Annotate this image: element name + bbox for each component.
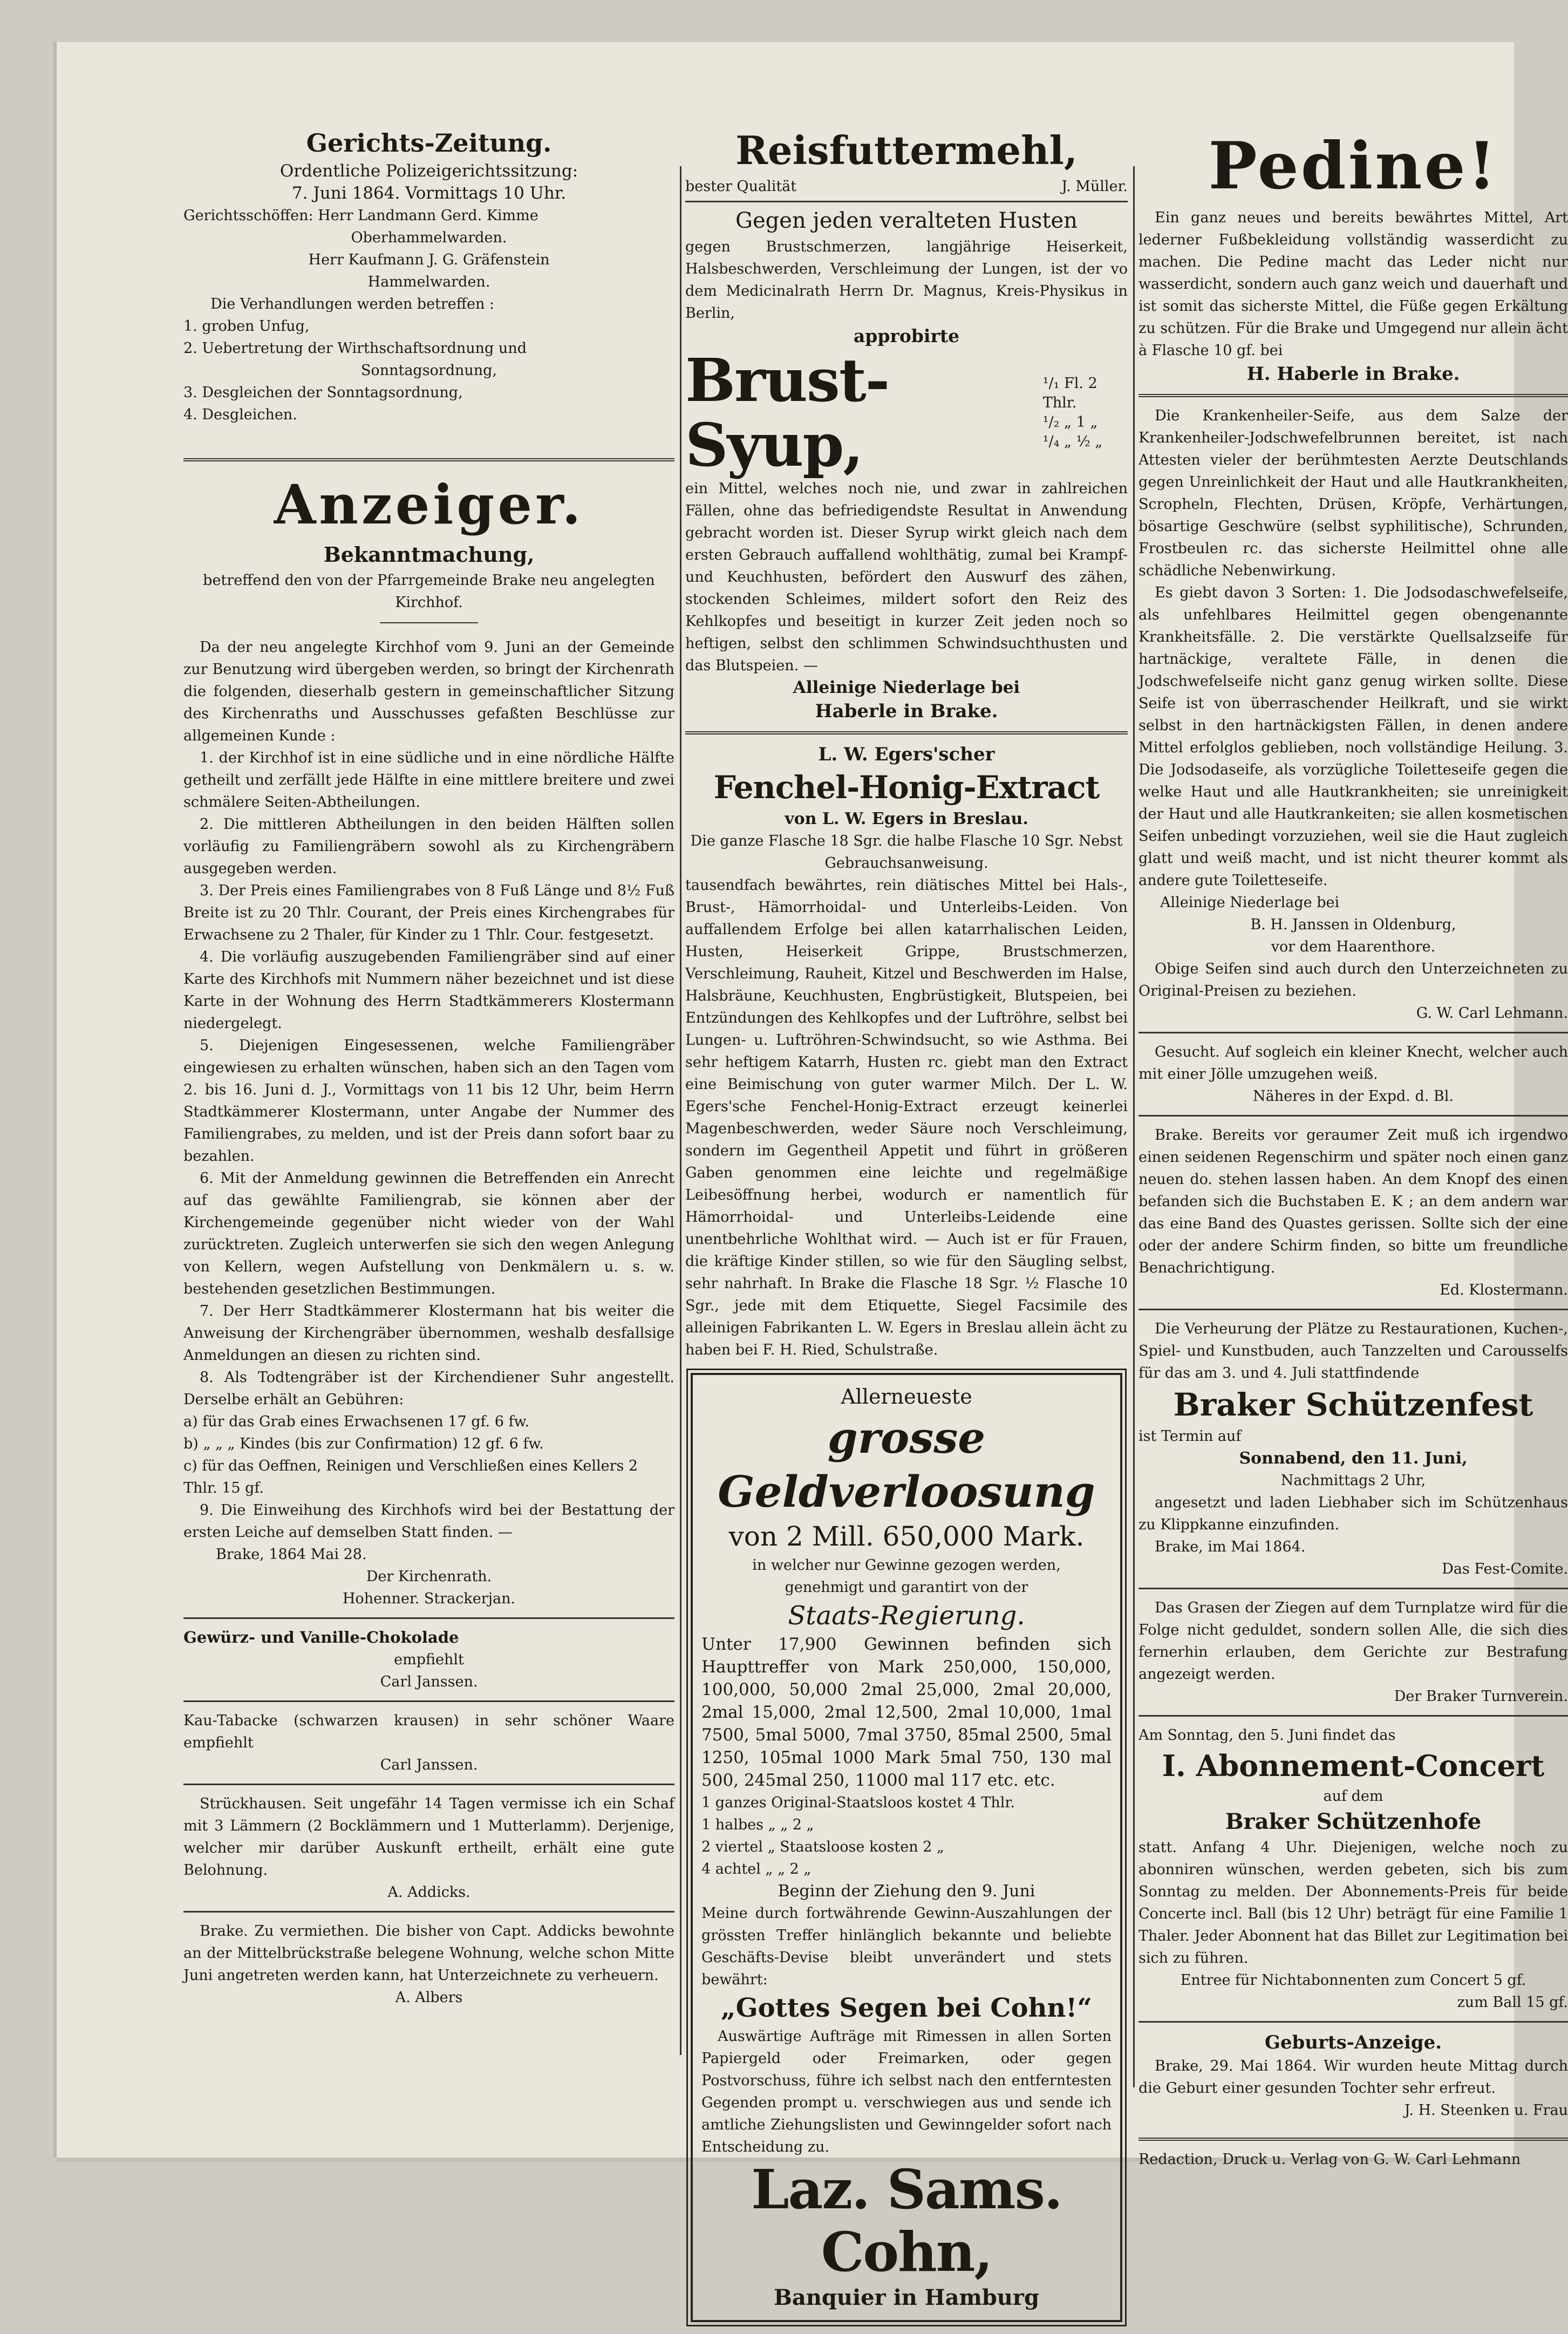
schuetz-title: Braker Schützenfest (1173, 1386, 1533, 1423)
section-divider (1138, 2021, 1568, 2023)
niederlage-name: Haberle in Brake. (815, 700, 998, 722)
konz-place: Braker Schützenhofe (1225, 1809, 1482, 1834)
bek-paragraph: 2. Die mittleren Abtheilungen in den beiden Hälften sollen vorläufig zu Familiengräbern sowohl als zu Kirchengräbern ausgegeben werden. (183, 816, 674, 877)
section-divider (183, 1784, 674, 1785)
lot-line: genehmigt und garantirt von der (785, 1579, 1028, 1596)
seife-nied: vor dem Haarenthore. (1271, 938, 1436, 955)
court-line: Herr Kaufmann J. G. Gräfenstein (308, 251, 550, 268)
konz-price: Entree für Nichtabonnenten zum Concert 5 gf. (1180, 1972, 1526, 1989)
bek-paragraph: 7. Der Herr Stadtkämmerer Klostermann hat bis weiter die Anweisung der Kirchengräber übernommen, weshalb desfallsige Anmeldungen an diesen zu richten sind. (183, 1303, 674, 1364)
ziegen-sig: Der Braker Turnverein. (1394, 1688, 1568, 1705)
section-divider (685, 201, 1128, 202)
choc-line: empfiehlt (394, 1651, 464, 1668)
section-divider (1138, 1588, 1568, 1589)
struck-text: Strückhausen. Seit ungefähr 14 Tagen vermisse ich ein Schaf mit 3 Lämmern (2 Bocklämmern und 1 Mutterlamm). Derjenige, welcher mir darüber Auskunft ertheilt, erhält eine gute Belohnung. (183, 1795, 674, 1879)
gesucht-note: Näheres in der Expd. d. Bl. (1253, 1088, 1454, 1105)
column-divider (680, 166, 681, 2055)
lottery-ad (691, 1373, 1122, 2322)
lot-motto: „Gottes Segen bei Cohn!“ (721, 1993, 1092, 2023)
lot-loos-line: 2 viertel „ Staatsloose kosten 2 „ (701, 1839, 944, 1855)
court-line: Die Verhandlungen werden betreffen : (210, 296, 495, 312)
seife-nied: Alleinige Niederlage bei (1160, 894, 1340, 911)
cohn-name: Laz. Sams. Cohn, (751, 2158, 1062, 2284)
section-divider (183, 1700, 674, 1702)
newspaper-page (57, 42, 1568, 2310)
imprint: Redaction, Druck u. Verlag von G. W. Carl Lehmann (1138, 2151, 1521, 2168)
price-line: ¹/₂ „ 1 „ (1042, 414, 1098, 431)
lot-loos-line: 1 halbes „ „ 2 „ (701, 1816, 814, 1833)
section-divider (1138, 2138, 1568, 2141)
court-line: Oberhammelwarden. (351, 229, 507, 246)
schuetz-place: Brake, im Mai 1864. (1155, 1539, 1306, 1555)
lot-prizes: Unter 17,900 Gewinnen befinden sich Haupttreffer von Mark 250,000, 150,000, 100,000, 50,000 2mal 25,000, 2mal 20,000, 2mal 15,000, 2mal 12,500, 2mal 10,000, 1mal 7500, 5mal 5000, 7mal 3750, 85mal 2500, 5mal 1250, 105mal 1000 Mark 5mal 750, 130 mal 500, 245mal 250, 11000 mal 117 etc. etc. (701, 1635, 1112, 1790)
court-line: 3. Desgleichen der Sonntagsordnung, (183, 384, 463, 401)
court-line: 1. groben Unfug, (183, 318, 310, 335)
section-divider (685, 731, 1128, 734)
court-subtitle: Ordentliche Polizeigerichtssitzung: (279, 161, 578, 181)
left-column (183, 126, 674, 2009)
section-divider (183, 1617, 674, 1619)
bek-paragraph: 4. Die vorläufig auszugebenden Familiengräber sind auf einer Karte des Kirchhofs mit Nummern näher bezeichnet und ist diese Karte in der Wohnung des Herrn Stadtkämmerers Klostermann niedergelegt. (183, 949, 674, 1032)
seife-sig: G. W. Carl Lehmann. (1416, 1005, 1568, 1022)
konz-title: I. Abonnement-Concert (1162, 1748, 1545, 1783)
section-divider (183, 1911, 674, 1913)
middle-column (685, 126, 1128, 2334)
fenchel-title: Fenchel-Honig-Extract (713, 769, 1100, 806)
reis-sub (685, 175, 1128, 198)
lot-staat: Staats-Regierung. (788, 1601, 1025, 1631)
geburt-title: Geburts-Anzeige. (1264, 2032, 1442, 2053)
lot-loos-line: 4 achtel „ „ 2 „ (701, 1861, 812, 1877)
seife-text: Es giebt davon 3 Sorten: 1. Die Jodsodaschwefelseife, als unfehlbares Heilmittel gegen obengenannte Krankheitsfälle. 2. Die verstärkte Quellsalzseife für hartnäckige, veraltete Fälle, in denen die Jodschwefelseife nicht ganz genug wirken sollte. Diese Seife ist von überraschender Heilkraft, und sie wirkt selbst in den hartnäckigsten Fällen, in denen andere Mittel erfolglos geblieben, noch vollständige Heilung. 3. Die Jodsodaseife, als vorzügliche Toiletteseife gegen die welke Haut und alle Hautkrankheiten; sie unreinigkeit der Haut und alle Hautkrankeiten; sie allen kosmetischen Seifen unbedingt vorzuziehen, weil sie die Haut zugleich glatt und weiß macht, und ist nicht theurer kommt als andere gute Toiletteseife. (1138, 584, 1568, 889)
niederlage-line: Alleinige Niederlage bei (793, 678, 1020, 697)
court-line: 2. Uebertretung der Wirthschaftsordnung und (183, 340, 527, 357)
bek-org: Der Kirchenrath. (366, 1568, 492, 1585)
geburt-text: Brake, 29. Mai 1864. Wir wurden heute Mittag durch die Geburt einer gesunden Tochter sehr erfreut. (1138, 2058, 1568, 2097)
bek-paragraph: 1. der Kirchhof ist in eine südliche und in eine nördliche Hälfte getheilt und zerfällt jede Hälfte in eine mittlere breitere und zwei schmälere Seiten-Abtheilungen. (183, 750, 674, 811)
reis-title: Reisfuttermehl, (735, 127, 1078, 173)
court-line: Gerichtsschöffen: Herr Landmann Gerd. Kimme (183, 207, 538, 224)
konz-price: zum Ball 15 gf. (1457, 1994, 1568, 2011)
bek-names: Hohenner. Strackerjan. (342, 1590, 516, 1607)
section-divider (1138, 1715, 1568, 1717)
egers-text: tausendfach bewährtes, rein diätisches Mittel bei Hals-, Brust-, Hämorrhoidal- und Unterleibs-Leiden. Von auffallendem Erfolge bei allen katarrhalischen Leiden, Husten, Heiserkeit Grippe, Brustschmerzen, Verschleimung, Rauheit, Kitzel und Beschwerden im Halse, Halsbräune, Keuchhusten, Engbrüstigkeit, Blutspeien, bei Entzündungen des Kehlkopfes und der Luftröhre, selbst bei Lungen- u. Luftröhren-Schwindsucht, so wie Asthma. Bei sehr heftigem Katarrh, Husten rc. giebt man den Extract eine Beimischung von guter warmer Milch. Der L. W. Egers'sche Fenchel-Honig-Extract erzeugt keinerlei Magenbeschwerden, weder Säure noch Verschleimung, sondern im Gegentheil Appetit und führt in größeren Gaben genommen eine leichte und regelmäßige Leibesöffnung herbei, wodurch er namentlich für Hämorrhoidal- und Unterleibs-Leidende eine unentbehrliche Wohlthat wird. — Auch ist er für Frauen, die kräftige Kinder stillen, so wie für den Säugling selbst, sehr nahrhaft. In Brake die Flasche 18 Sgr. ½ Flasche 10 Sgr., jede mit dem Etiquette, Siegel Facsimile des alleinigen Fabrikanten L. W. Egers in Breslau allein ächt zu haben bei F. H. Ried, Schulstraße. (685, 877, 1128, 1358)
struck-sig: A. Addicks. (387, 1884, 471, 1901)
lot-loos-line: 1 ganzes Original-Staatsloos kostet 4 Thlr. (701, 1794, 1015, 1811)
lot-text: Meine durch fortwährende Gewinn-Auszahlungen der grössten Treffer hinlänglich bekannte und beliebte Geschäfts-Devise bleibt unverändert und stets bewährt: (701, 1905, 1112, 1988)
schuetz-sig: Das Fest-Comite. (1442, 1561, 1568, 1577)
bek-paragraph: 3. Der Preis eines Familiengrabes von 8 Fuß Länge und 8½ Fuß Breite ist zu 20 Thlr. Courant, der Preis eines Kirchengrabes für Erwachsene zu 2 Thaler, für Kinder zu 1 Thlr. Cour. festgesetzt. (183, 882, 674, 943)
choc-title: Gewürz- und Vanille-Chokolade (183, 1628, 459, 1646)
section-divider (1138, 1032, 1568, 1033)
court-title: Gerichts-Zeitung. (306, 128, 552, 158)
husten-title: Gegen jeden veralteten Husten (735, 208, 1078, 233)
lot-title: grosse Geldverloosung (718, 1412, 1095, 1517)
court-line: 4. Desgleichen. (183, 406, 297, 423)
brust-syrup-title: Brust-Syup, (685, 345, 889, 480)
schirm-sig: Ed. Klostermann. (1440, 1282, 1568, 1298)
right-column (1138, 126, 1568, 2168)
bekanntmachung-title: Bekanntmachung, (323, 542, 535, 567)
egers-from: von L. W. Egers in Breslau. (785, 809, 1028, 828)
bek-paragraph: a) für das Grab eines Erwachsenen 17 gf. 6 fw. (183, 1413, 529, 1430)
court-line: Sonntagsordnung, (360, 362, 497, 379)
pedine-title: Pedine! (1208, 128, 1498, 204)
bek-paragraph: Da der neu angelegte Kirchhof vom 9. Juni an der Gemeinde zur Benutzung wird übergeben werden, so bringt der Kirchenrath die folgenden, dieserhalb gestern in gemeinschaftlicher Sitzung des Kirchenraths und Ausschusses gefaßten Beschlüsse zur allgemeinen Kunde : (183, 639, 674, 744)
pedine-text: Ein ganz neues und bereits bewährtes Mittel, Art lederner Fußbekleidung vollständig wasserdicht zu machen. Die Pedine macht das Leder nicht nur wasserdicht, sondern auch ganz weich und dauerhaft und ist somit das sicherste Mittel, die Füße gegen Erkältung zu schützen. Für die Brake und Umgegend nur allein ächt à Flasche 10 gf. bei (1138, 209, 1568, 359)
lot-begin: Beginn der Ziehung den 9. Juni (778, 1882, 1035, 1901)
column-divider (1133, 166, 1135, 2087)
short-divider (380, 622, 478, 623)
price-line: ¹/₄ „ ½ „ (1042, 433, 1103, 450)
kau-text: Kau-Tabacke (schwarzen krausen) in sehr schöner Waare empfiehlt (183, 1712, 674, 1751)
choc-sig: Carl Janssen. (380, 1673, 478, 1690)
egers-price: Die ganze Flasche 18 Sgr. die halbe Flasche 10 Sgr. Nebst Gebrauchsanweisung. (690, 833, 1123, 872)
reis-sub-left: bester Qualität (685, 178, 797, 195)
lot-head: Allerneueste (841, 1385, 972, 1408)
konz-line: Am Sonntag, den 5. Juni findet das (1138, 1727, 1396, 1744)
schuetz-date: Sonnabend, den 11. Juni, (1239, 1449, 1468, 1468)
bek-paragraph: b) „ „ „ Kindes (bis zur Confirmation) 12 gf. 6 fw. (183, 1435, 544, 1452)
bek-paragraph: 5. Diejenigen Eingesessenen, welche Familiengräber eingewiesen zu erhalten wünschen, haben sich an den Tagen vom 2. bis 16. Juni d. J., Vormittags von 11 bis 12 Uhr, beim Herrn Stadtkämmerer Klostermann, unter Angabe der Nummer des Familiengrabes, zu melden, und ist der Preis dann sofort baar zu bezahlen. (183, 1037, 674, 1165)
lot-amount: von 2 Mill. 650,000 Mark. (728, 1521, 1085, 1552)
schirm-text: Brake. Bereits vor geraumer Zeit muß ich irgendwo einen seidenen Regenschirm und später noch einen ganz neuen do. stehen lassen haben. An dem Knopf des einen befanden sich die Buchstaben E. K ; an dem andern war das eine Band des Quastes gerissen. Sollte sich der eine oder der andere Schirm finden, so bitte um freundliche Benachrichtigung. (1138, 1127, 1568, 1276)
price-table (1043, 374, 1128, 452)
husten-text: gegen Brustschmerzen, langjährige Heiserkeit, Halsbeschwerden, Verschleimung der Lungen, ist der vo dem Medicinalrath Herrn Dr. Magnus, Kreis-Physikus in Berlin, (685, 239, 1128, 322)
price-line: ¹/₁ Fl. 2 Thlr. (1042, 375, 1097, 411)
seife-nied: B. H. Janssen in Oldenburg, (1250, 916, 1456, 933)
brust-syrup-row (685, 345, 1128, 480)
brust-text: ein Mittel, welches noch nie, und zwar in zahlreichen Fällen, ohne das befriedigendste Resultat in Anwendung gebracht worden ist. Dieser Syrup wirkt gleich nach dem ersten Gebrauch auffallend wohlthätig, zumal bei Krampf- und Keuchhusten, befördert den Auswurf des zähen, stockenden Schleimes, mildert sofort den Reiz des Kehlkopfes und beseitigt in kurzer Zeit jeden noch so heftigen, selbst den schlimmen Schwindsuchthusten und das Blutspeien. — (685, 480, 1128, 674)
egers-head: L. W. Egers'scher (818, 744, 995, 765)
bek-paragraph: c) für das Oeffnen, Reinigen und Verschließen eines Kellers 2 Thlr. 15 gf. (183, 1458, 638, 1496)
kau-sig: Carl Janssen. (380, 1757, 478, 1773)
schuetz-text: Die Verheurung der Plätze zu Restaurationen, Kuchen-, Spiel- und Kunstbuden, auch Tanzzelten und Carousselfs für das am 3. und 4. Juli stattfindende (1138, 1321, 1568, 1382)
konz-text: statt. Anfang 4 Uhr. Diejenigen, welche noch zu abonniren wünschen, werden gebeten, sich bis zum Sonntag zu melden. Der Abonnements-Preis für beide Concerte incl. Ball (bis 12 Uhr) beträgt für eine Familie 1 Thaler. Jeder Abonnent hat das Billet zur Legitimation bei sich zu führen. (1138, 1839, 1568, 1966)
lot-line: in welcher nur Gewinne gezogen werden, (752, 1557, 1061, 1574)
bek-paragraph: 6. Mit der Anmeldung gewinnen die Betreffenden ein Anrecht auf das gewählte Familiengrab, sie können aber der Kirchengemeinde gegenüber nicht wieder von der Wahl zurücktreten. Zugleich unterwerfen sie sich den wegen Anlegung von Kellern, wegen Aufstellung von Denkmälern u. s. w. bestehenden gesetzlichen Bestimmungen. (183, 1170, 674, 1297)
schuetz-text: angesetzt und laden Liebhaber sich im Schützenhaus zu Klippkanne einzufinden. (1138, 1494, 1568, 1533)
seife-text: Die Krankenheiler-Seife, aus dem Salze der Krankenheiler-Jodschwefelbrunnen bereitet, ist nach Attesten vieler der berühmtesten Aerzte Deutschlands gegen Unreinlichkeit der Haut und alle Hautkrankheiten, Scropheln, Flechten, Drüsen, Kröpfe, Verhärtungen, bösartige Geschwüre (selbst syphilitische), Schrunden, Frostbeulen rc. das sicherste Heilmittel ohne alle schädliche Nebenwirkung. (1138, 407, 1568, 579)
seife-note: Obige Seifen sind auch durch den Unterzeichneten zu Original-Preisen zu beziehen. (1138, 961, 1568, 999)
anzeiger-heading: Anzeiger. (274, 473, 584, 536)
schuetz-time: Nachmittags 2 Uhr, (1280, 1472, 1426, 1489)
reis-sub-right: J. Müller. (1061, 178, 1128, 195)
miet-text: Brake. Zu vermiethen. Die bisher von Capt. Addicks bewohnte an der Mittelbrückstraße belegene Wohnung, welche schon Mitte Juni angetreten werden kann, hat Unterzeichnete zu verheuern. (183, 1923, 674, 1984)
ziegen-text: Das Grasen der Ziegen auf dem Turnplatze wird für die Folge nicht geduldet, sondern sollen Alle, die sich dies fernerhin erlauben, dem Gerichte zur Bestrafung angezeigt werden. (1138, 1600, 1568, 1683)
bekanntmachung-subtitle: betreffend den von der Pfarrgemeinde Brake neu angelegten Kirchhof. (203, 572, 655, 611)
miet-sig: A. Albers (395, 1989, 463, 2006)
pedine-sig: H. Haberle in Brake. (1246, 363, 1460, 385)
approbirte: approbirte (853, 325, 960, 346)
bek-paragraph: 8. Als Todtengräber ist der Kirchendiener Suhr angestellt. Derselbe erhält an Gebühren: (183, 1369, 674, 1408)
schuetz-text: ist Termin auf (1138, 1428, 1242, 1445)
konz-auf: auf dem (1323, 1788, 1383, 1805)
cohn-bank: Banquier in Hamburg (774, 2285, 1039, 2310)
section-divider (1138, 1115, 1568, 1117)
bek-paragraph: 9. Die Einweihung des Kirchhofs wird bei der Bestattung der ersten Leiche auf demselben Statt finden. — (183, 1502, 674, 1541)
section-divider (1138, 1309, 1568, 1310)
bek-place: Brake, 1864 Mai 28. (216, 1546, 367, 1563)
court-date: 7. Juni 1864. Vormittags 10 Uhr. (291, 183, 567, 203)
section-divider (183, 458, 674, 461)
gesucht-text: Gesucht. Auf sogleich ein kleiner Knecht, welcher auch mit einer Jölle umzugehen weiß. (1138, 1044, 1568, 1083)
court-line: Hammelwarden. (367, 274, 490, 290)
lot-text: Auswärtige Aufträge mit Rimessen in allen Sorten Papiergeld oder Freimarken, oder gegen Postvorschuss, führe ich selbst nach den entferntesten Gegenden prompt u. verschwiegen aus und sende ich amtliche Ziehungslisten und Gewinngelder sofort nach Entscheidung zu. (701, 2028, 1112, 2155)
section-divider (1138, 394, 1568, 397)
geburt-sig: J. H. Steenken u. Frau (1404, 2102, 1568, 2119)
